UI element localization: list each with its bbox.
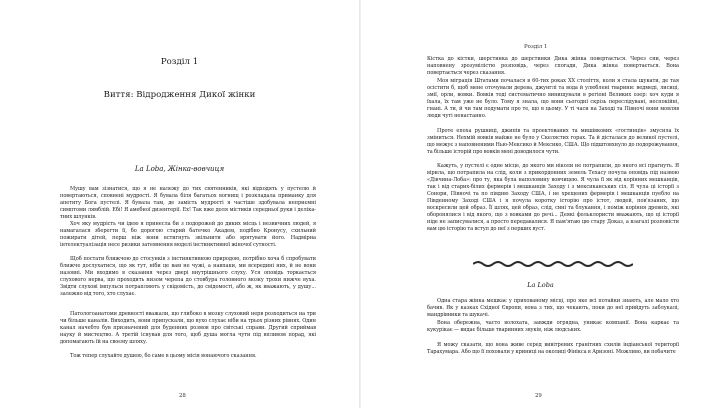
running-head: Розділ 1	[524, 44, 548, 50]
paragraph: Мушу вам зізнатися, що я не належу до тих святенників, які відходять у пустелю й повертаються, сповнені мудрості. Я бувала біля багатьох вогнищ і розкладала приманку для апетиту Бога пустелі. Я бувала там, де замість мудрості я частіше здобувала неприємні симптоми лямблій. Ебі! Я амебної дизентерії. Ex! Так вже доля містиків середньої руки і делікатних шлунків.	[60, 186, 316, 221]
chapter-title: Виття: Відродження Дикої жінки	[103, 90, 256, 100]
right-page	[361, 0, 720, 408]
paragraph: Одна стара жінка мешкає у прихованому місці, про яке всі потайки знають, але мало хто бачив. Як у казках Східної Європи, вона з тих, що чекають, поки до неї прийдуть заблукалі, мандрівники та шукачі.	[427, 298, 679, 319]
chapter-number: Розділ 1	[160, 57, 199, 67]
section-title: La Loba, Жінка-вовчиця	[134, 165, 225, 173]
paragraph: Щоб постати ближчою до стосунків з інстинктивною природою, потрібно хоча б спробувати ближче дослухатися, що як тут, ніби це вам не чужі, а навпаки, ми всередині них, й не вони назовні. Ми входимо в сказання через двері внутрішнього слуху. Уся оповідь торкається слухового нерва, що проходить низом черепа до стовбура головного мозку трохи нижче вуха. Звідти слухові імпульси потрапляють у свідомість, до свідомості, або ж, як вважають, у душу... залежно від того, хто слухає.	[60, 256, 316, 298]
wave-ornament	[473, 260, 633, 268]
paragraph: Хоч яку мудрість чи ідею я принесла би з подорожей до диких місць і незвичних людей, я намагалася зберегти її, бо дорогою старий батечко Академ, подібно Кронусу, схильний пожирати дітей, перш ніж вони встигнуть звільнити або врятувати його. Надмірна інтелектуалізація несе ризики затемнення моделі інстинктивної жіночої сутності.	[60, 221, 316, 249]
page-number: 28	[179, 393, 186, 399]
paragraph: Проте епоха рушниці, джипів та проектованих та мишівкових «гостинців» змусила їх зміниться. Нехмій вовків майже не було у Скелястих горах. Та й дісталася до великої пустелі, що межує з наповненими Нью-Мексико й Мексико, США. Що підштовхнуло до подорожування, та більше історій про вовків мені доводилося чути.	[427, 128, 679, 156]
paragraph: Патологоанатоми древності вважали, що глибоко в мозку слуховий нерв розходиться на три чи більше каналів. Виходить, вони припускали, що вухо слухає ніби на трьох різних рівнях. Один канал начебто був призначений для буденних розмов про світські справи. Другий сприймав науку й мистецтво. А третій існував для того, щоб душа могла чути під впливом порад, які допомагають їй на своєму шляху.	[60, 311, 316, 346]
section-title: La Loba	[527, 281, 554, 289]
page-number: 29	[535, 393, 542, 399]
left-page	[0, 0, 359, 408]
paragraph: Вона обережна, часто волохата, завжди огрядна, уникає компанії. Вона каркає та кукурікає — видає більше тваринних звуків, ніж людських.	[427, 320, 679, 334]
paragraph: Я можу сказати, що вона живе серед вивітрених гранітних схилів індіанської території Тарахумара. Або що її поховали у криниці на околиці Фінікса в Аризоні. Можливо, ви побачите	[427, 342, 679, 356]
paragraph: Кістка до кістки, шерстинка до шерстинки Дика жінка повертається. Через сни, через наповнену зрозумілістю розповідь, через спогади, Дика жінка повертається. Вона повертається через сказання.	[427, 56, 679, 77]
paragraph: Кажуть, у пустелі є одне місце, до якого ми ніколи не потрапили, до якого всі прагнуть. Я вірила, що потрапила на слід, коли з прикордонних земель Техасу почула оповідь під назвою «Дівчина-Лоба»: про ту, яка була наполовину вовчицею. Я чула її як від корінних мешканців, так і від старих-білих фермерів і мешканців Заходу і з мексиканських сіл. Я чула ці історії з Сонори, Півночі та по півдню Заходу США, і не хрещених фермерів і мешканців пуебло на Південному Заході США і я почула коротку історію про істот, людей, пов'язаних, що воскресили цей образ. Її шлях, цей образ, слід, сині та блукання, і поміж коріння древніх, які оборонялися і від якого, що з вовками до речі... Деякі фольклористи вважають, що ці історії ніде не записувалися, а просто передавалися. Я пам'ятаю цю стару Доказ, а взагалі розповісти вам цю історію та вступ до неї з перших вуст.	[427, 163, 679, 233]
paragraph: Моя міграція Штатами почалася в 60-тих роках XX століття, коли я стала шукати, де тая осістити б, щоб мене оточували дерева, джунглі та вода й улюблені тварини: ведмеді, лисиці, змії, орли, вовки. Вовків тоді систематично винищували в регіоні Великих озер: хоч куди я їхала, їх там уже не було. Тому я знала, що вони сьогодні скрізь переслідувані, неспокійні, гнані. А ти, й чи там подумати про те, що в цьому. У ті часи на Заході та Півночі вони мовляв люди чуті ненастанно.	[427, 78, 679, 120]
paragraph: Тож тепер слухайте душею, бо саме в цьому місія вонаючого сказання.	[70, 353, 257, 359]
